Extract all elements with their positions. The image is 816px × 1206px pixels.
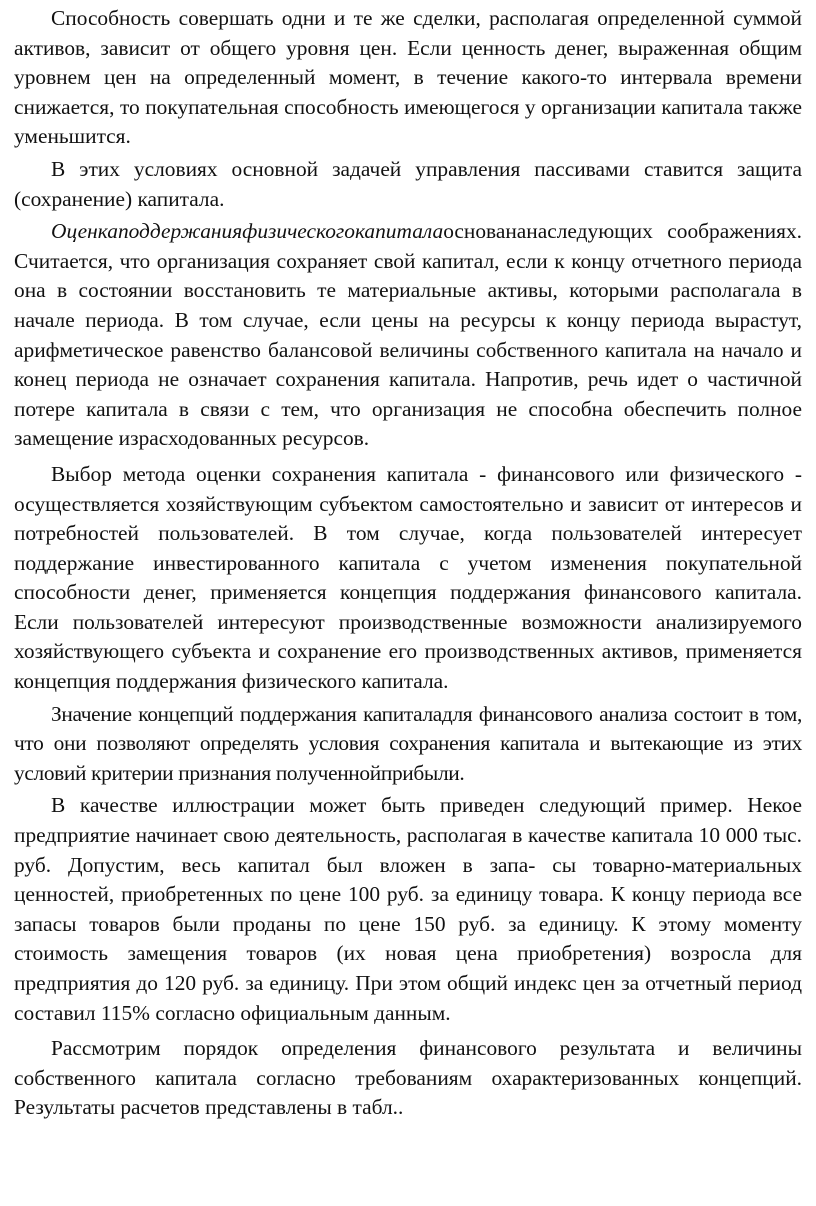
- paragraph-concepts-significance: Значение концепций поддержания капиталадля финансового анализа состоит в том, что они позволяют определять условия сохранения капитала и вытекающие из этих условий критерии признания полученнойприбыли.: [14, 701, 802, 785]
- paragraph-body-text: основананаследующих соображениях. Считается, что организация сохраняет свой капитал, если к концу отчетного периода она в состоянии восстановить те материальные активы, которыми располагала в начале периода. В том случае, если цены на ресурсы к концу периода вырастут, арифметическое равенство балансовой величины собственного капитала на начало и конец периода не означает сохранения капитала. Напротив, речь идет о частичной потере капитала в связи с тем, что организация не способна обеспечить полное замещение израсходованных ресурсов.: [14, 219, 802, 451]
- paragraph-illustration-example: В качестве иллюстрации может быть приведен следующий пример. Некое предприятие начинает свою деятельность, располагая в качестве капитала 10 000 тыс. руб. Допустим, весь капитал был вложен в запа- сы товарно-материальных ценностей, приобретенных по цене 100 руб. за единицу товара. К концу периода все запасы товаров были проданы по цене 150 руб. за единицу. К этому моменту стоимость замещения товаров (их новая цена приобретения) возросла для предприятия до 120 руб. за единицу. При этом общий индекс цен за отчетный период составил 115% согласно официальным данным.: [14, 793, 802, 1025]
- paragraph-method-choice: Выбор метода оценки сохранения капитала - финансового или физического - осуществляется хозяйствующим субъектом самостоятельно и зависит от интересов и потребностей пользователей. В том случае, когда пользователей интересует поддержание инвестированного капитала с учетом изменения покупательной способности денег, применяется концепция поддержания финансового капитала. Если пользователей интересуют производственные возможности анализируемого хозяйствующего субъекта и сохранение его производственных активов, применяется концепция поддержания физического капитала.: [14, 461, 802, 694]
- paragraph-calculation-order: Рассмотрим порядок определения финансового результата и величины собственного капитала согласно требованиям охарактеризованных концепций. Результаты расчетов представлены в табл..: [14, 1036, 802, 1120]
- paragraph-physical-capital-assessment: [14, 217, 802, 454]
- document-page: [14, 4, 802, 1123]
- paragraph-capital-protection: В этих условиях основной задачей управления пассивами ставится защита (сохранение) капитала.: [14, 156, 802, 211]
- paragraph-purchasing-power: Способность совершать одни и те же сделки, располагая определенной суммой активов, зависит от общего уровня цен. Если ценность денег, выраженная общим уровнем цен на определенный момент, в течение какого-то интервала времени снижается, то покупательная способность имеющегося у организации капитала также уменьшится.: [14, 6, 802, 149]
- italic-lead-phrase: Оценкаподдержанияфизическогокапитала: [51, 219, 444, 244]
